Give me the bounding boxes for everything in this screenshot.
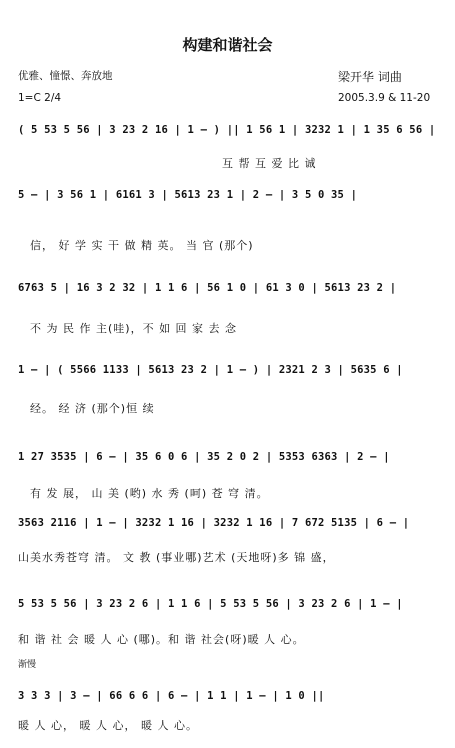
credit: 梁开华 词曲	[338, 70, 402, 84]
lyric-line: 不 为 民 作 主(哇)，不 如 回 家 去 念	[30, 322, 238, 335]
lyric-line: 暖 人 心， 暖 人 心， 暖 人 心。	[18, 719, 198, 732]
lyric-line: 山美水秀苍穹 清。 文 教 (事业哪)艺术 (天地呀)多 锦 盛，	[18, 551, 335, 564]
lyric-line: 有 发 展， 山 美 (哟) 水 秀 (呵) 苍 穹 清。	[30, 487, 269, 500]
date: 2005.3.9 & 11-20	[338, 92, 431, 104]
staff-line: 5 — | 3 56 1 | 6161 3 | 5613 23 1 | 2 — | 3 5 0 35 |	[18, 189, 358, 201]
staff-line: 3 3 3 | 3 — | 66 6 6 | 6 — | 1 1 | 1 — | 1 0 ||	[18, 690, 325, 702]
staff-line: 5 53 5 56 | 3 23 2 6 | 1 1 6 | 5 53 5 56 | 3 23 2 6 | 1 — |	[18, 598, 403, 610]
staff-line: 6763 5 | 16 3 2 32 | 1 1 6 | 56 1 0 | 61 3 0 | 5613 23 2 |	[18, 282, 397, 294]
lyric-line: 经。 经 济 (那个)恒 续	[30, 402, 155, 415]
staff-line: 1 — | ( 5566 1133 | 5613 23 2 | 1 — ) | 2321 2 3 | 5635 6 |	[18, 364, 403, 376]
key-signature: 1=C 2/4	[18, 92, 62, 104]
staff-line: 3563 2116 | 1 — | 3232 1 16 | 3232 1 16 | 7 672 5135 | 6 — |	[18, 517, 410, 529]
staff-line: ( 5 53 5 56 | 3 23 2 16 | 1 — ) || 1 56 1 | 3232 1 | 1 35 6 56 |	[18, 124, 436, 136]
lyric-line: 和 谐 社 会 暖 人 心 (哪)。和 谐 社会(呀)暖 人 心。	[18, 633, 305, 646]
lyric-line: 信， 好 学 实 干 做 精 英。 当 官 (那个)	[30, 239, 254, 252]
performance-style: 优雅、憧憬、奔放地	[18, 70, 113, 82]
lyric-line: 互 帮 互 爱 比 诚	[222, 157, 317, 170]
staff-line: 1 27 3535 | 6 — | 35 6 0 6 | 35 2 0 2 | 5353 6363 | 2 — |	[18, 451, 390, 463]
song-title: 构建和谐社会	[182, 36, 273, 54]
tempo-mark: 渐慢	[18, 660, 37, 670]
